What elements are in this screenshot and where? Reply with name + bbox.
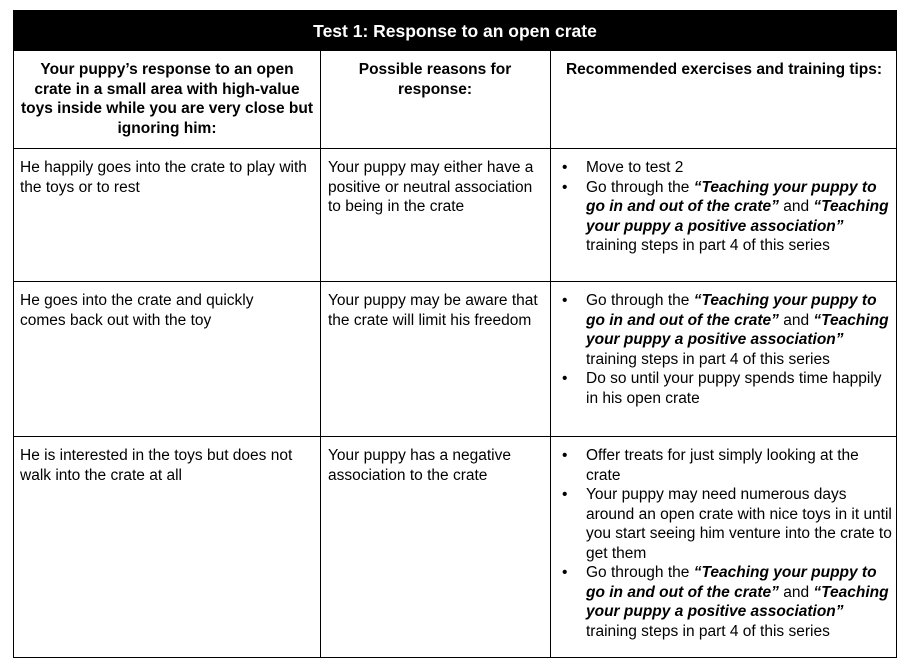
tip-item: • Offer treats for just simply looking at the crate: [559, 446, 895, 485]
row-2-tips: [559, 282, 895, 408]
training-table: [13, 10, 897, 658]
header-response: Your puppy’s response to an open crate in a small area with high-value toys inside while you are very close but ignoring him:: [20, 61, 314, 137]
row-3-tips: [559, 437, 895, 641]
row-2-response: He goes into the crate and quickly comes back out with the toy: [20, 292, 254, 329]
row-3-response: He is interested in the toys but does not walk into the crate at all: [20, 447, 293, 484]
header-tips: Recommended exercises and training tips:: [565, 61, 883, 78]
column-divider: [550, 51, 551, 657]
tip-item: • Go through the “Teaching your puppy to go in and out of the crate” and “Teaching your puppy a positive association” training steps in part 4 of this series: [559, 291, 895, 369]
table-title: Test 1: Response to an open crate: [14, 11, 896, 51]
row-1-reason: Your puppy may either have a positive or neutral association to being in the crate: [328, 159, 534, 215]
row-1-response: He happily goes into the crate to play with the toys or to rest: [20, 159, 307, 196]
tip-item: • Go through the “Teaching your puppy to go in and out of the crate” and “Teaching your puppy a positive association” training steps in part 4 of this series: [559, 178, 895, 256]
tip-item: • Move to test 2: [559, 158, 895, 178]
training-step-title: “Teaching your puppy a positive association”: [586, 311, 889, 348]
row-1-tips: [559, 149, 895, 256]
tip-item: • Your puppy may need numerous days around an open crate with nice toys in it until you start seeing him venture into the crate to get them: [559, 485, 895, 563]
header-reasons: Possible reasons for response:: [358, 61, 512, 98]
tip-item: • Do so until your puppy spends time happily in his open crate: [559, 369, 895, 408]
training-step-title: “Teaching your puppy a positive association”: [586, 198, 889, 235]
training-step-title: “Teaching your puppy to go in and out of the crate”: [586, 564, 877, 601]
training-step-title: “Teaching your puppy to go in and out of the crate”: [586, 292, 877, 329]
tip-item: • Go through the “Teaching your puppy to go in and out of the crate” and “Teaching your puppy a positive association” training steps in part 4 of this series: [559, 563, 895, 641]
column-divider: [320, 51, 321, 657]
row-3-reason: Your puppy has a negative association to the crate: [328, 447, 511, 484]
row-2-reason: Your puppy may be aware that the crate will limit his freedom: [328, 292, 538, 329]
training-step-title: “Teaching your puppy a positive association”: [586, 583, 889, 620]
training-step-title: “Teaching your puppy to go in and out of the crate”: [586, 178, 877, 215]
